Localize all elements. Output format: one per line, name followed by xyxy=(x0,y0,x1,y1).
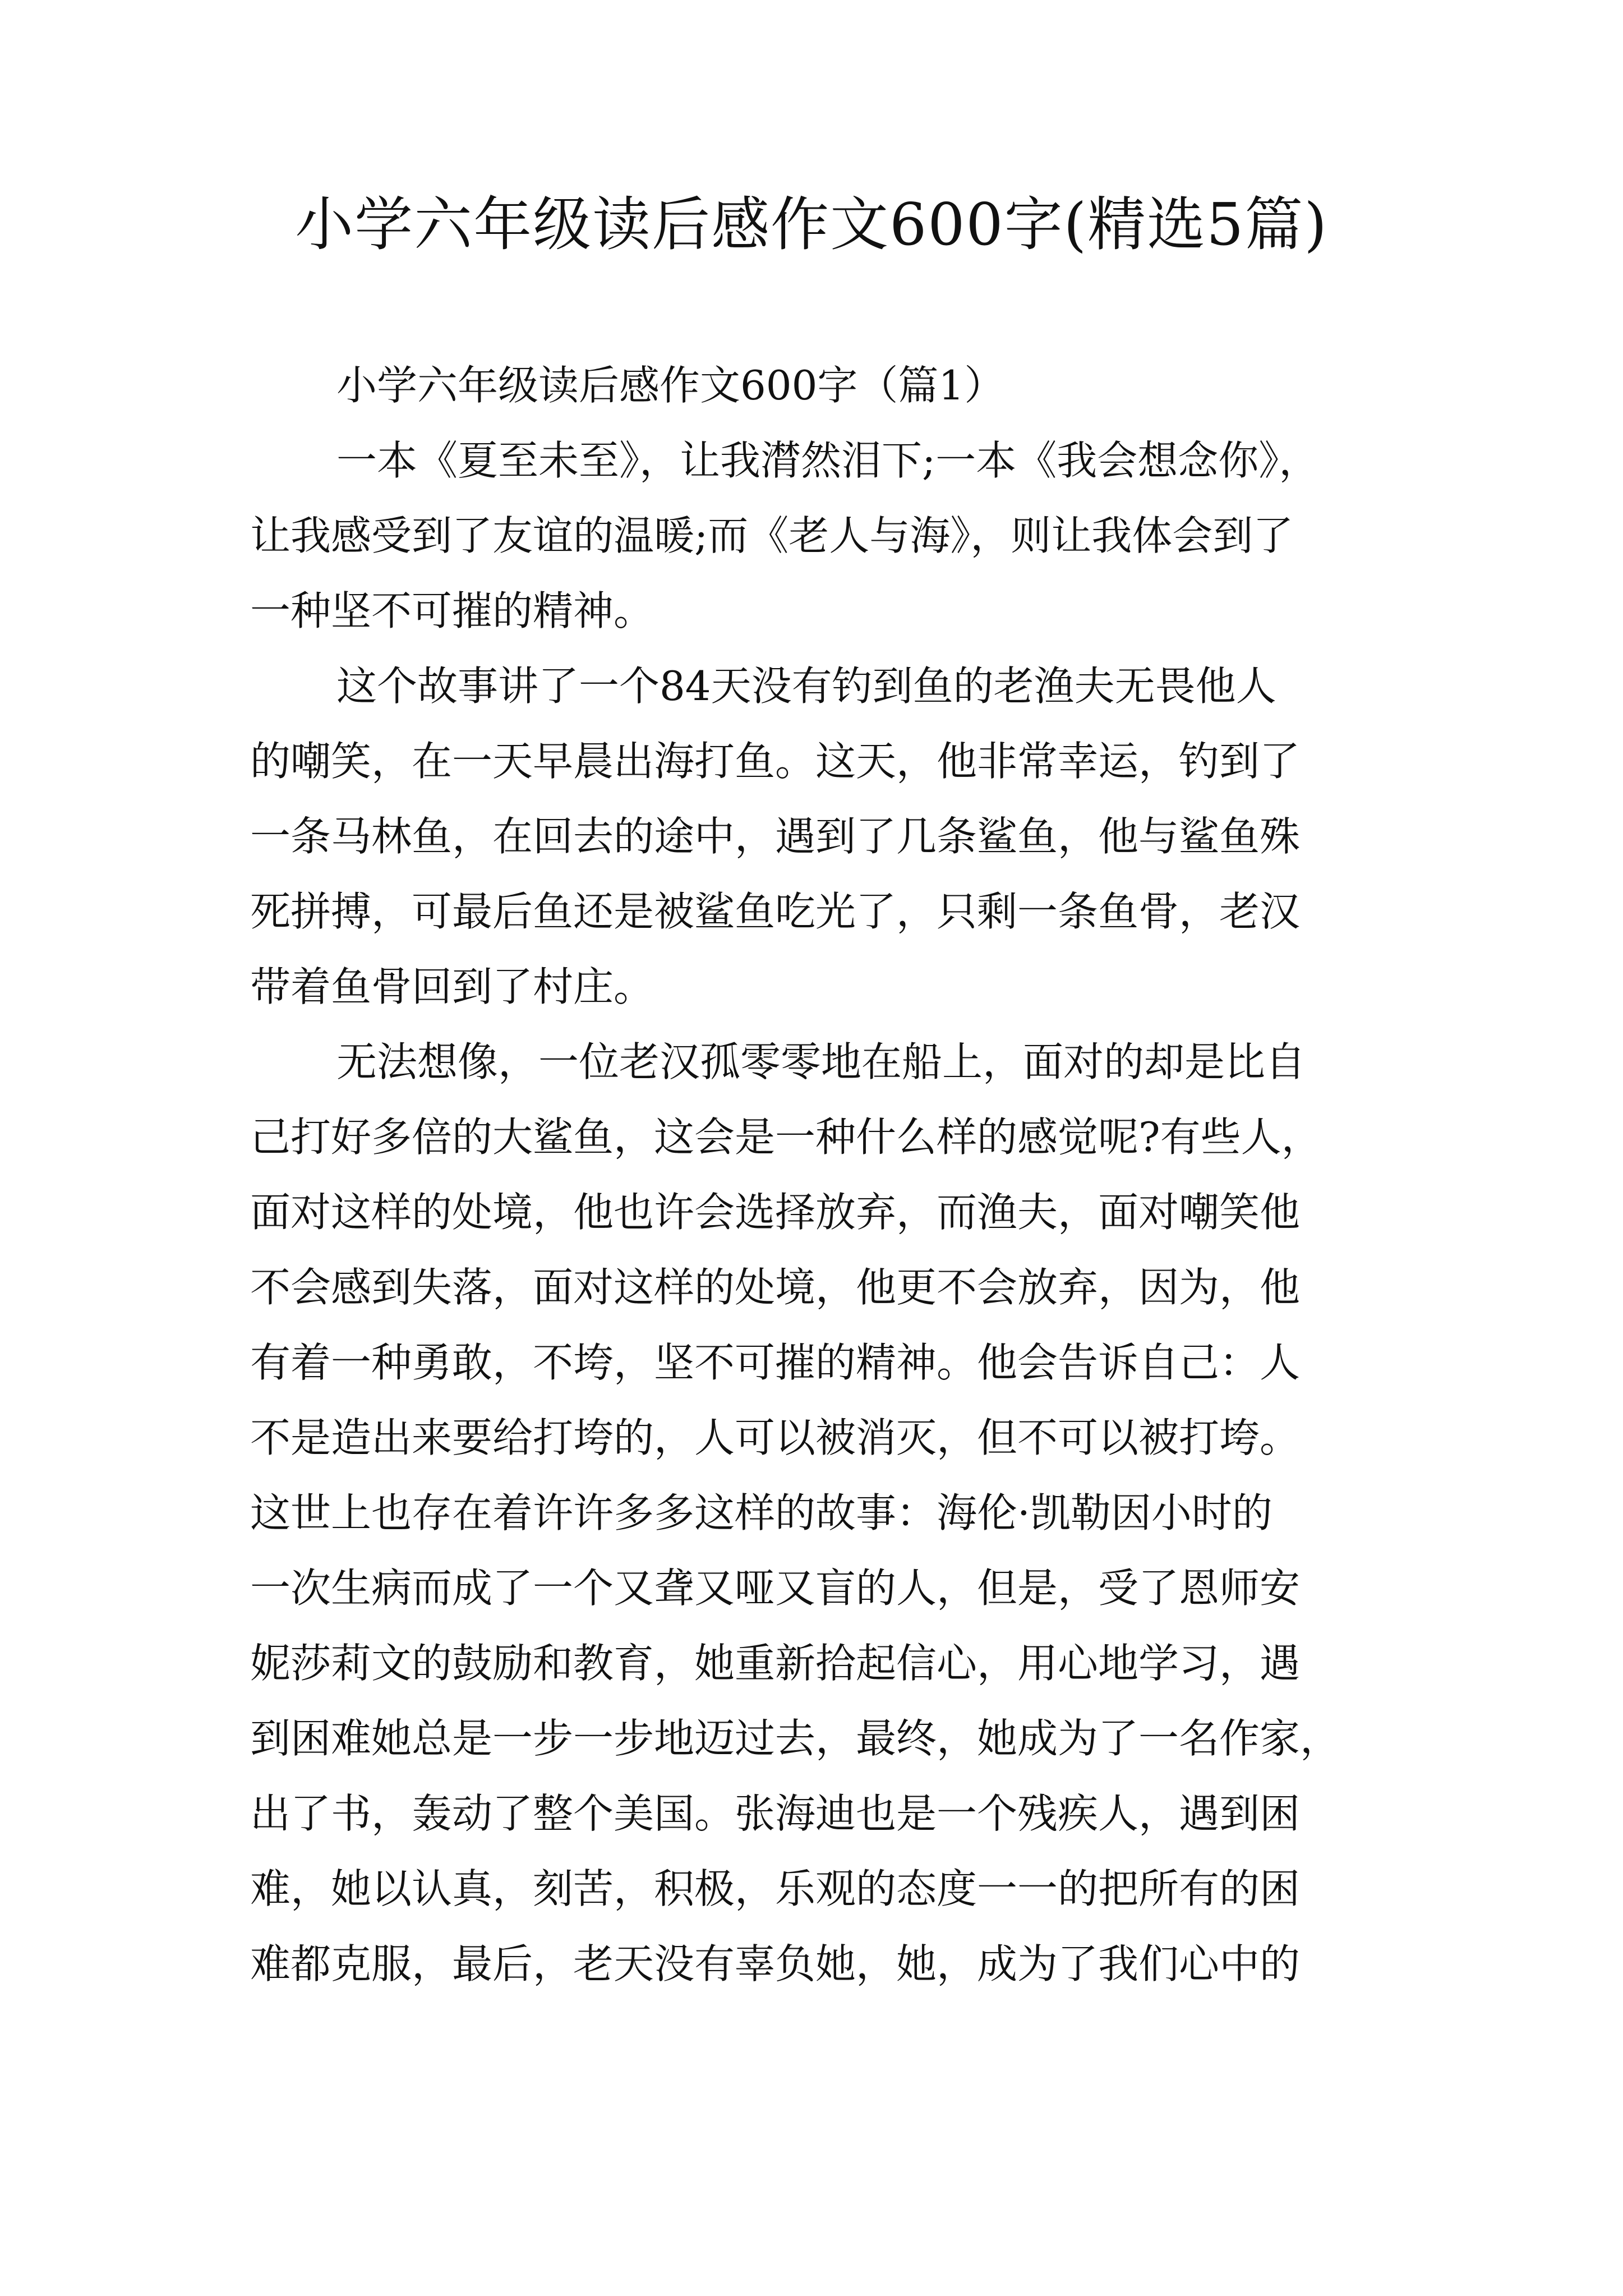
text-line: 到困难她总是一步一步地迈过去，最终，她成为了一名作家， xyxy=(250,1715,1341,1762)
text-line: 这个故事讲了一个84天没有钓到鱼的老渔夫无畏他人 xyxy=(336,662,1276,710)
document-body xyxy=(250,348,1377,2001)
text-line: 难，她以认真，刻苦，积极，乐观的态度一一的把所有的困 xyxy=(250,1865,1301,1912)
text-line: 有着一种勇敢，不垮，坚不可摧的精神。他会告诉自己：人 xyxy=(250,1339,1301,1386)
text-line: 一次生病而成了一个又聋又哑又盲的人，但是，受了恩师安 xyxy=(250,1565,1301,1612)
text-line: 己打好多倍的大鲨鱼，这会是一种什么样的感觉呢?有些人， xyxy=(250,1114,1322,1161)
text-line: 难都克服，最后，老天没有辜负她，她，成为了我们心中的 xyxy=(250,1940,1301,1987)
text-line: 一种坚不可摧的精神。 xyxy=(250,587,654,634)
text-line: 妮莎莉文的鼓励和教育，她重新拾起信心，用心地学习，遇 xyxy=(250,1640,1301,1687)
text-line: 面对这样的处境，他也许会选择放弃，而渔夫，面对嘲笑他 xyxy=(250,1189,1301,1236)
text-line: 无法想像，一位老汉孤零零地在船上，面对的却是比自 xyxy=(336,1038,1306,1085)
document-title: 小学六年级读后感作文600字(精选5篇) xyxy=(295,190,1328,259)
text-line: 这世上也存在着许许多多这样的故事：海伦·凯勒因小时的 xyxy=(250,1489,1272,1536)
text-line: 出了书，轰动了整个美国。张海迪也是一个残疾人，遇到困 xyxy=(250,1790,1301,1837)
text-line: 让我感受到了友谊的温暖;而《老人与海》，则让我体会到了 xyxy=(250,512,1294,559)
text-line: 一条马林鱼，在回去的途中，遇到了几条鲨鱼，他与鲨鱼殊 xyxy=(250,813,1301,860)
text-line: 不会感到失落，面对这样的处境，他更不会放弃，因为，他 xyxy=(250,1264,1301,1311)
text-line: 小学六年级读后感作文600字（篇1） xyxy=(336,362,1005,409)
text-line: 一本《夏至未至》，让我潸然泪下;一本《我会想念你》， xyxy=(336,437,1320,484)
text-line: 带着鱼骨回到了村庄。 xyxy=(250,963,654,1010)
text-line: 的嘲笑，在一天早晨出海打鱼。这天，他非常幸运，钓到了 xyxy=(250,738,1301,785)
text-line: 不是造出来要给打垮的，人可以被消灭，但不可以被打垮。 xyxy=(250,1414,1301,1461)
text-line: 死拼搏，可最后鱼还是被鲨鱼吃光了，只剩一条鱼骨，老汉 xyxy=(250,888,1301,935)
